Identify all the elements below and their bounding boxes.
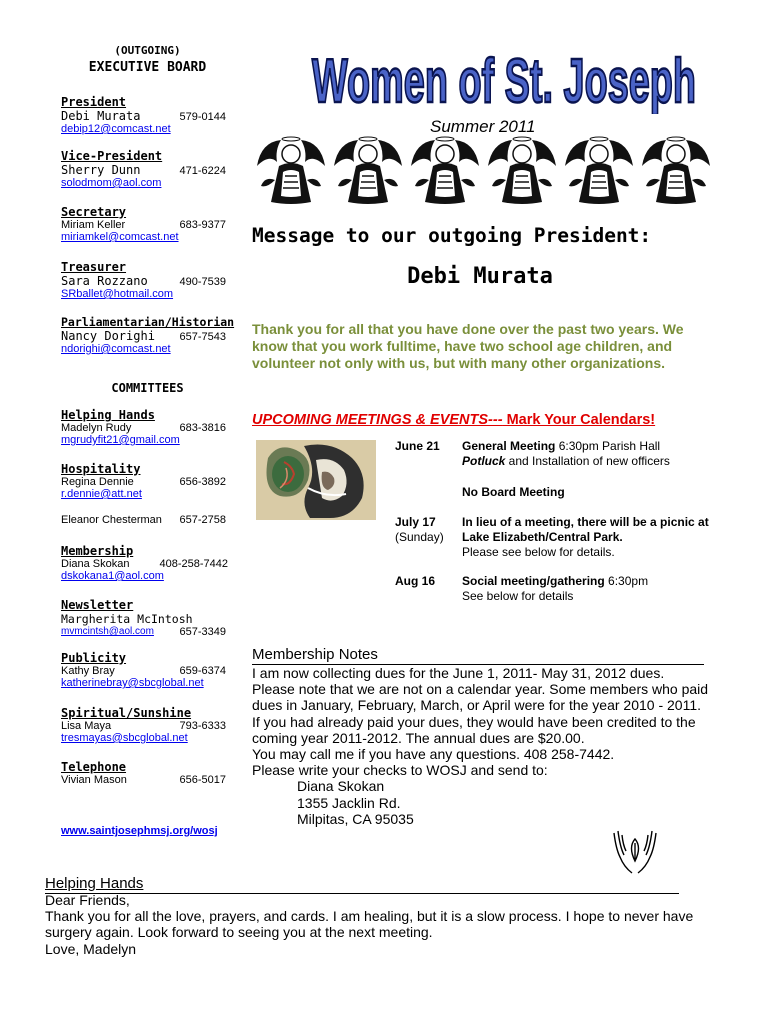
committee-name: Kathy Bray <box>61 665 115 677</box>
committee-name: Lisa Maya <box>61 720 112 732</box>
angel-icon <box>411 137 479 204</box>
officer-president <box>61 95 229 135</box>
committee-phone: 657-3349 <box>179 626 226 638</box>
officer-email[interactable]: SRballet@hotmail.com <box>61 288 174 300</box>
membership-line: You may call me if you have any questions. 408 258-7442. <box>252 746 615 763</box>
officer-role: Vice-President <box>61 149 163 163</box>
event-title: No Board Meeting <box>462 485 565 499</box>
committee-role: Publicity <box>61 651 127 665</box>
committee-publicity <box>61 651 226 689</box>
membership-line: I am now collecting dues for the June 1, 2011- May 31, 2012 dues. <box>252 665 665 681</box>
helping-hands-line: Thank you for all the love, prayers, and cards. I am healing, but it is a slow process. I hope to never have surgery again. Look forward to seeing you at the next meeting. <box>45 908 694 941</box>
committee-helping-hands <box>61 408 226 446</box>
helping-hands-title: Helping Hands <box>45 875 144 892</box>
event-title: In lieu of a meeting, there will be a picnic at Lake Elizabeth/Central Park. <box>462 515 709 544</box>
praying-hands <box>610 827 660 875</box>
event-subtitle: Potluck <box>462 454 506 468</box>
event-date: June 21 <box>395 439 440 453</box>
website-link[interactable]: www.saintjosephmsj.org/wosj <box>61 825 218 837</box>
events-heading-emphasis: UPCOMING MEETINGS & EVENTS--- <box>252 412 503 428</box>
committee-phone: 656-5017 <box>179 774 226 786</box>
committee-name: Diana Skokan <box>61 558 130 570</box>
event-detail <box>462 439 717 469</box>
membership-heading: Membership Notes <box>252 646 704 665</box>
committee-email[interactable]: tresmayas@sbcglobal.net <box>61 732 188 744</box>
committee-role: Helping Hands <box>61 408 155 422</box>
officer-role: President <box>61 95 127 109</box>
officer-treasurer <box>61 260 229 300</box>
committee-newsletter <box>61 598 226 638</box>
officer-email[interactable]: solodmom@aol.com <box>61 177 162 189</box>
masthead-title <box>308 42 700 114</box>
committee-email[interactable]: r.dennie@att.net <box>61 488 142 500</box>
committee-membership <box>61 544 228 582</box>
officer-email[interactable]: debip12@comcast.net <box>61 123 171 135</box>
angel-icon <box>257 137 325 204</box>
event-time: 6:30pm Parish Hall <box>555 439 661 453</box>
officer-phone: 471-6224 <box>179 165 226 177</box>
angel-row <box>255 136 715 206</box>
committee-email[interactable]: mvmcintsh@aol.com <box>61 626 154 637</box>
angel-icon <box>565 137 633 204</box>
angel-icon <box>334 137 402 204</box>
committee-role: Membership <box>61 544 134 558</box>
committee-phone: 793-6333 <box>179 720 226 732</box>
officer-role: Secretary <box>61 205 127 219</box>
membership-line: Please write your checks to WOSJ and send to: <box>252 762 548 779</box>
angel-icon <box>488 137 556 204</box>
committee-role: Hospitality <box>61 462 141 476</box>
mother-child-image <box>256 440 376 520</box>
officer-name: Sherry Dunn <box>61 163 141 177</box>
message-name: Debi Murata <box>407 264 553 289</box>
officer-phone: 657-7543 <box>179 331 226 343</box>
committee-phone: 656-3892 <box>179 476 226 488</box>
committee-extra-name: Eleanor Chesterman <box>61 514 162 526</box>
event-title: General Meeting <box>462 439 556 453</box>
committee-telephone <box>61 760 226 786</box>
masthead-title-art <box>308 42 700 114</box>
committee-name: Vivian Mason <box>61 774 127 786</box>
helping-hands-line: Dear Friends, <box>45 892 130 908</box>
committee-email[interactable]: mgrudyfit21@gmail.com <box>61 434 180 446</box>
committee-email[interactable]: dskokana1@aol.com <box>61 570 164 582</box>
angel-icons <box>255 136 715 206</box>
event-date: July 17 <box>395 515 436 529</box>
committee-role: Telephone <box>61 760 127 774</box>
membership-body <box>252 665 712 827</box>
officer-email[interactable]: ndorighi@comcast.net <box>61 343 171 355</box>
events-heading <box>252 412 655 428</box>
committee-name: Regina Dennie <box>61 476 134 488</box>
masthead-title-text: Women of St. Joseph <box>312 47 696 114</box>
officer-vice-president <box>61 149 229 189</box>
officer-phone: 579-0144 <box>179 111 226 123</box>
event-detail <box>462 574 717 604</box>
committee-phone: 683-3816 <box>179 422 226 434</box>
message-body: Thank you for all that you have done over the past two years. We know that you work fulltime, have two school age children, and volunteer not only with us, but with many other organizations. <box>252 321 684 371</box>
officer-email[interactable]: miriamkel@comcast.net <box>61 231 179 243</box>
events-heading-rest: Mark Your Calendars! <box>502 412 656 428</box>
committee-extra-phone: 657-2758 <box>179 514 226 526</box>
officer-phone: 490-7539 <box>179 276 226 288</box>
committees-title: COMMITTEES <box>111 381 184 395</box>
officer-role: Treasurer <box>61 260 127 274</box>
angel-icon <box>642 137 710 204</box>
event-detail <box>462 515 717 560</box>
address-line: Diana Skokan <box>297 778 385 795</box>
committee-phone: 659-6374 <box>179 665 226 677</box>
helping-hands-line: Love, Madelyn <box>45 940 137 957</box>
sidebar-header: EXECUTIVE BOARD <box>88 60 207 75</box>
praying-hands-icon <box>610 827 660 875</box>
officer-name: Sara Rozzano <box>61 274 148 288</box>
event-time: 6:30pm <box>604 574 649 588</box>
committee-name: Margherita McIntosh <box>61 612 193 626</box>
committee-hospitality <box>61 462 226 526</box>
membership-line: If you had already paid your dues, they would have been credited to the coming year 2011-2012. The annual dues are $20.00. <box>252 713 696 746</box>
helping-hands-body <box>45 892 715 957</box>
event-date: Aug 16 <box>395 574 436 588</box>
membership-line: Please note that we are not on a calendar year. Some members who paid dues in January, February, March, or April were for the year 2010 - 2011. <box>252 681 709 714</box>
mother-and-child-icon <box>256 440 376 520</box>
event-date-sub: (Sunday) <box>395 530 444 544</box>
committee-role: Spiritual/Sunshine <box>61 706 192 720</box>
officer-name: Miriam Keller <box>61 219 126 231</box>
event-subtext: See below for details <box>462 589 574 603</box>
officer-parliamentarian <box>61 315 236 355</box>
committee-phone: 408-258-7442 <box>159 558 228 570</box>
event-title: Social meeting/gathering <box>462 574 605 588</box>
officer-name: Nancy Dorighi <box>61 329 155 343</box>
address-line: 1355 Jacklin Rd. <box>297 794 401 811</box>
officer-phone: 683-9377 <box>179 219 226 231</box>
issue-label: Summer 2011 <box>430 117 536 136</box>
sidebar <box>60 44 235 75</box>
mailing-address <box>252 778 712 827</box>
officer-role: Parliamentarian/Historian <box>61 315 235 329</box>
address-line: Milpitas, CA 95035 <box>297 810 414 827</box>
message-heading: Message to our outgoing President: <box>252 224 652 247</box>
officer-secretary <box>61 205 229 243</box>
officer-name: Debi Murata <box>61 109 141 123</box>
committee-spiritual <box>61 706 226 744</box>
event-subtext: Please see below for details. <box>462 545 615 559</box>
committee-role: Newsletter <box>61 598 134 612</box>
event-subtext: and Installation of new officers <box>505 454 670 468</box>
committee-email[interactable]: katherinebray@sbcglobal.net <box>61 677 204 689</box>
committee-name: Madelyn Rudy <box>61 422 132 434</box>
sidebar-header-small: (OUTGOING) <box>114 44 181 57</box>
